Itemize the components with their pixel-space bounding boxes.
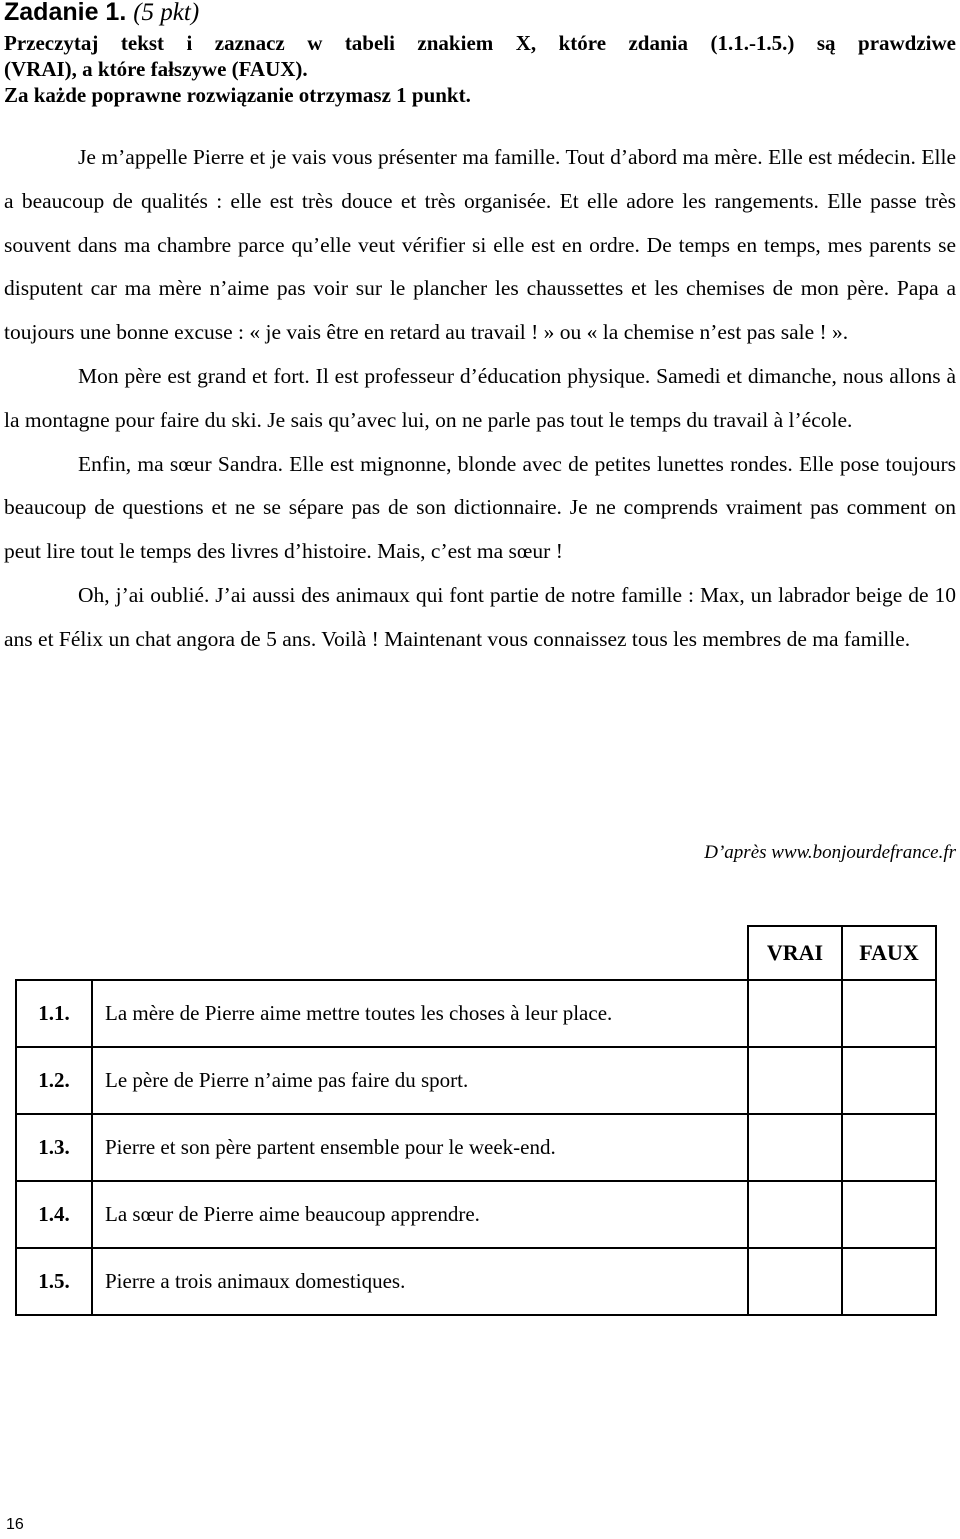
- task-instruction: [4, 30, 956, 108]
- statement-text: Le père de Pierre n’aime pas faire du sport.: [92, 1047, 748, 1114]
- table-row: [16, 1248, 936, 1315]
- statement-number: 1.5.: [16, 1248, 92, 1315]
- statement-text: La mère de Pierre aime mettre toutes les choses à leur place.: [92, 980, 748, 1047]
- vrai-answer-cell[interactable]: [748, 1114, 842, 1181]
- instruction-line-3: Za każde poprawne rozwiązanie otrzymasz 1 punkt.: [4, 83, 471, 107]
- task-title-text: Zadanie 1.: [4, 0, 127, 26]
- statement-number: 1.1.: [16, 980, 92, 1047]
- page-number: 16: [6, 1516, 24, 1533]
- instruction-line-1: Przeczytaj tekst i zaznacz w tabeli znakiem X, które zdania (1.1.-1.5.) są prawdziwe: [4, 31, 956, 55]
- table-row: [16, 980, 936, 1047]
- paragraph-animals: Oh, j’ai oublié. J’ai aussi des animaux qui font partie de notre famille : Max, un labrador beige de 10 ans et Félix un chat angora de 5 ans. Voilà ! Maintenant vous connaissez tous les membres de ma famille.: [4, 582, 956, 651]
- table-row: [16, 1047, 936, 1114]
- statement-number: 1.4.: [16, 1181, 92, 1248]
- source-citation: D’après www.bonjourdefrance.fr: [704, 842, 956, 863]
- true-false-table: [15, 925, 937, 1316]
- header-vrai: VRAI: [748, 926, 842, 980]
- table-header-row: [16, 926, 936, 980]
- paragraph-father: Mon père est grand et fort. Il est professeur d’éducation physique. Samedi et dimanche, nous allons à la montagne pour faire du ski. Je sais qu’avec lui, on ne parle pas tout le temps du travail à l’école.: [4, 363, 956, 432]
- header-faux: FAUX: [842, 926, 936, 980]
- vrai-answer-cell[interactable]: [748, 1248, 842, 1315]
- statement-number: 1.3.: [16, 1114, 92, 1181]
- task-title: [4, 0, 199, 27]
- table-row: [16, 1114, 936, 1181]
- reading-text: [4, 136, 956, 662]
- vrai-answer-cell[interactable]: [748, 980, 842, 1047]
- table-row: [16, 1181, 936, 1248]
- paragraph-sister: Enfin, ma sœur Sandra. Elle est mignonne, blonde avec de petites lunettes rondes. Elle pose toujours beaucoup de questions et ne se sépare pas de son dictionnaire. Je ne comprends vraiment pas comment on peut lire tout le temps des livres d’histoire. Mais, c’est ma sœur !: [4, 451, 956, 564]
- faux-answer-cell[interactable]: [842, 1248, 936, 1315]
- instruction-line-2: (VRAI), a które fałszywe (FAUX).: [4, 57, 308, 81]
- statement-text: La sœur de Pierre aime beaucoup apprendre.: [92, 1181, 748, 1248]
- vrai-answer-cell[interactable]: [748, 1047, 842, 1114]
- statement-number: 1.2.: [16, 1047, 92, 1114]
- vrai-answer-cell[interactable]: [748, 1181, 842, 1248]
- paragraph-mother: Je m’appelle Pierre et je vais vous présenter ma famille. Tout d’abord ma mère. Elle est médecin. Elle a beaucoup de qualités : elle est très douce et très organisée. Et elle adore les rangements. Elle passe très souvent dans ma chambre parce qu’elle veut vérifier si elle est en ordre. De temps en temps, mes parents se disputent car ma mère n’aime pas voir sur le plancher les chaussettes et les chemises de mon père. Papa a toujours une bonne excuse : « je vais être en retard au travail ! » ou « la chemise n’est pas sale ! ».: [4, 145, 956, 345]
- faux-answer-cell[interactable]: [842, 1114, 936, 1181]
- faux-answer-cell[interactable]: [842, 1181, 936, 1248]
- statement-text: Pierre et son père partent ensemble pour le week-end.: [92, 1114, 748, 1181]
- faux-answer-cell[interactable]: [842, 980, 936, 1047]
- faux-answer-cell[interactable]: [842, 1047, 936, 1114]
- statement-text: Pierre a trois animaux domestiques.: [92, 1248, 748, 1315]
- task-points: (5 pkt): [133, 0, 200, 26]
